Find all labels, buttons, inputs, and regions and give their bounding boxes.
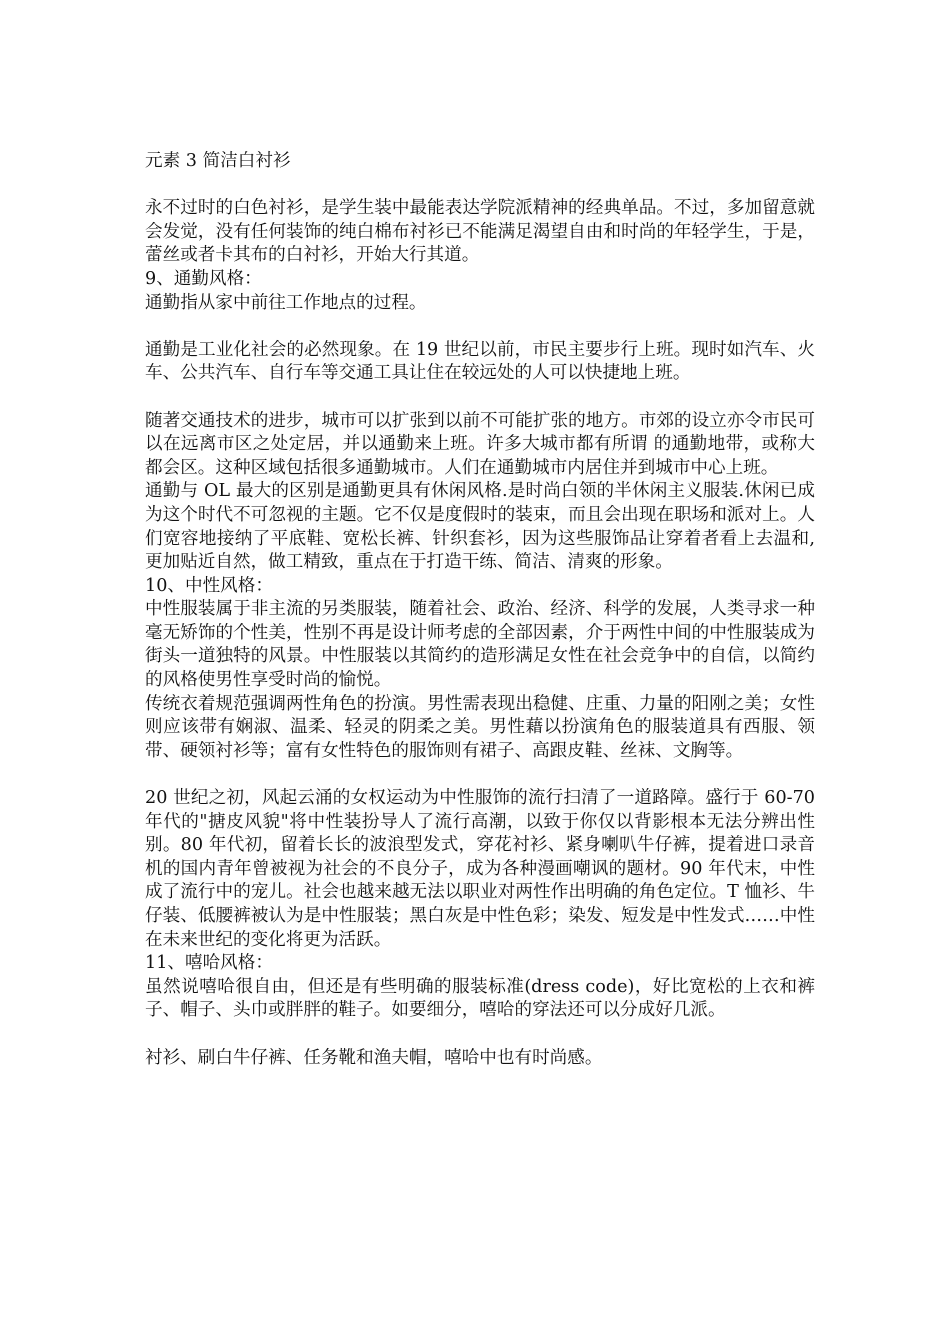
- paragraph-commute-industrial: 通勤是工业化社会的必然现象。在 19 世纪以前，市民主要步行上班。现时如汽车、火车、公共汽车、自行车等交通工具让住在较远处的人可以快捷地上班。: [145, 339, 815, 384]
- paragraph-neutral-intro: 中性服装属于非主流的另类服装，随着社会、政治、经济、科学的发展，人类寻求一种毫无矫饰的个性美，性别不再是设计师考虑的全部因素，介于两性中间的中性服装成为街头一道独特的风景。中性服装以其简约的造形满足女性在社会竞争中的自信，以简约的风格使男性享受时尚的愉悦。: [145, 599, 815, 691]
- blank-line: [145, 174, 815, 198]
- paragraph-commute-city: 随著交通技术的进步，城市可以扩张到以前不可能扩张的地方。市郊的设立亦令市民可以在远离市区之处定居，并以通勤来上班。许多大城市都有所谓 的通勤地带，或称大都会区。这种区域包括很多通勤城市。人们在通勤城市内居住并到城市中心上班。: [145, 410, 815, 478]
- paragraph-commute-ol: 通勤与 OL 最大的区别是通勤更具有休闲风格.是时尚白领的半休闲主义服装.休闲已成为这个时代不可忽视的主题。它不仅是度假时的装束，而且会出现在职场和派对上。人们宽容地接纳了平底鞋、宽松长裤、针织套衫，因为这些服饰品让穿着者看上去温和,更加贴近自然，做工精致，重点在于打造干练、简洁、清爽的形象。: [145, 481, 815, 573]
- heading-hiphop-style: 11、嘻哈风格：: [145, 953, 273, 974]
- paragraph-hiphop-dresscode: 虽然说嘻哈很自由，但还是有些明确的服装标准(dress code)，好比宽松的上衣和裤子、帽子、头巾或胖胖的鞋子。如要细分，嘻哈的穿法还可以分成好几派。: [145, 976, 815, 1021]
- paragraph-commute-definition: 通勤指从家中前往工作地点的过程。: [145, 292, 427, 313]
- document-page: [145, 150, 815, 1070]
- section-title: 元素 3 简洁白衬衫: [145, 151, 291, 171]
- blank-line: [145, 386, 815, 410]
- paragraph-hiphop-fashion: 衬衫、刷白牛仔裤、任务靴和渔夫帽，嘻哈中也有时尚感。: [145, 1047, 603, 1068]
- blank-line: [145, 1023, 815, 1047]
- heading-neutral-style: 10、中性风格：: [145, 575, 273, 596]
- blank-line: [145, 315, 815, 339]
- paragraph-white-shirt: 永不过时的白色衬衫，是学生装中最能表达学院派精神的经典单品。不过，多加留意就会发觉，没有任何装饰的纯白棉布衬衫已不能满足渴望自由和时尚的年轻学生，于是，蕾丝或者卡其布的白衬衫，开始大行其道。: [145, 198, 815, 266]
- blank-line: [145, 763, 815, 787]
- heading-commute-style: 9、通勤风格：: [145, 268, 262, 289]
- paragraph-neutral-tradition: 传统衣着规范强调两性角色的扮演。男性需表现出稳健、庄重、力量的阳刚之美；女性则应该带有娴淑、温柔、轻灵的阴柔之美。男性藉以扮演角色的服装道具有西服、领带、硬领衬衫等；富有女性特色的服饰则有裙子、高跟皮鞋、丝袜、文胸等。: [145, 693, 815, 761]
- paragraph-neutral-history: 20 世纪之初，风起云涌的女权运动为中性服饰的流行扫清了一道路障。盛行于 60-70 年代的"搪皮风貌"将中性装扮导人了流行高潮，以致于你仅以背影根本无法分辨出性别。80 年代初，留着长长的波浪型发式，穿花衬衫、紧身喇叭牛仔裤，提着进口录音机的国内青年曾被视为社会的不良分子，成为各种漫画嘲讽的题材。90 年代末，中性成了流行中的宠儿。社会也越来越无法以职业对两性作出明确的角色定位。T 恤衫、牛仔装、低腰裤被认为是中性服装；黑白灰是中性色彩；染发、短发是中性发式……中性在未来世纪的变化将更为活跃。: [145, 788, 815, 950]
